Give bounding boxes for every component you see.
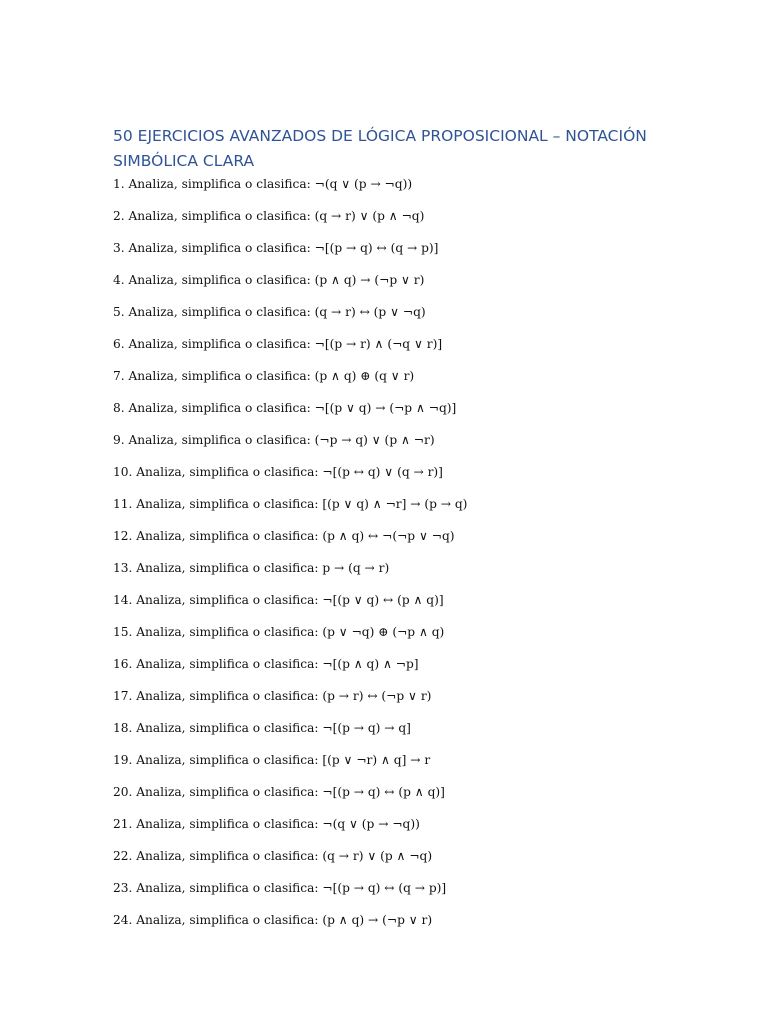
exercise-list — [113, 175, 733, 943]
exercise-item: 18. Analiza, simplifica o clasifica: ¬[(p → q) → q] — [113, 721, 411, 735]
exercise-item: 1. Analiza, simplifica o clasifica: ¬(q ∨ (p → ¬q)) — [113, 177, 413, 191]
exercise-item: 11. Analiza, simplifica o clasifica: [(p ∨ q) ∧ ¬r] → (p → q) — [113, 497, 468, 511]
exercise-item: 7. Analiza, simplifica o clasifica: (p ∧ q) ⊕ (q ∨ r) — [113, 369, 415, 383]
exercise-item: 21. Analiza, simplifica o clasifica: ¬(q ∨ (p → ¬q)) — [113, 817, 420, 831]
exercise-item: 13. Analiza, simplifica o clasifica: p → (q → r) — [113, 561, 390, 575]
exercise-item: 2. Analiza, simplifica o clasifica: (q → r) ∨ (p ∧ ¬q) — [113, 209, 425, 223]
exercise-item: 10. Analiza, simplifica o clasifica: ¬[(p ↔ q) ∨ (q → r)] — [113, 465, 443, 479]
exercise-item: 3. Analiza, simplifica o clasifica: ¬[(p → q) ↔ (q → p)] — [113, 241, 439, 255]
exercise-item: 12. Analiza, simplifica o clasifica: (p ∧ q) ↔ ¬(¬p ∨ ¬q) — [113, 529, 455, 543]
exercise-item: 24. Analiza, simplifica o clasifica: (p ∧ q) → (¬p ∨ r) — [113, 913, 433, 927]
document-title: 50 EJERCICIOS AVANZADOS DE LÓGICA PROPOSICIONAL – NOTACIÓN SIMBÓLICA CLARA — [113, 127, 647, 170]
exercise-item: 15. Analiza, simplifica o clasifica: (p ∨ ¬q) ⊕ (¬p ∧ q) — [113, 625, 445, 639]
exercise-item: 16. Analiza, simplifica o clasifica: ¬[(p ∧ q) ∧ ¬p] — [113, 657, 419, 671]
exercise-item: 19. Analiza, simplifica o clasifica: [(p ∨ ¬r) ∧ q] → r — [113, 753, 431, 767]
exercise-item: 20. Analiza, simplifica o clasifica: ¬[(p → q) ↔ (p ∧ q)] — [113, 785, 445, 799]
exercise-item: 22. Analiza, simplifica o clasifica: (q → r) ∨ (p ∧ ¬q) — [113, 849, 433, 863]
exercise-item: 9. Analiza, simplifica o clasifica: (¬p → q) ∨ (p ∧ ¬r) — [113, 433, 435, 447]
exercise-item: 6. Analiza, simplifica o clasifica: ¬[(p → r) ∧ (¬q ∨ r)] — [113, 337, 443, 351]
exercise-item: 14. Analiza, simplifica o clasifica: ¬[(p ∨ q) ↔ (p ∧ q)] — [113, 593, 444, 607]
exercise-item: 5. Analiza, simplifica o clasifica: (q → r) ↔ (p ∨ ¬q) — [113, 305, 426, 319]
exercise-item: 4. Analiza, simplifica o clasifica: (p ∧ q) → (¬p ∨ r) — [113, 273, 425, 287]
exercise-item: 23. Analiza, simplifica o clasifica: ¬[(p → q) ↔ (q → p)] — [113, 881, 447, 895]
exercise-item: 8. Analiza, simplifica o clasifica: ¬[(p ∨ q) → (¬p ∧ ¬q)] — [113, 401, 457, 415]
exercise-item: 17. Analiza, simplifica o clasifica: (p → r) ↔ (¬p ∨ r) — [113, 689, 432, 703]
